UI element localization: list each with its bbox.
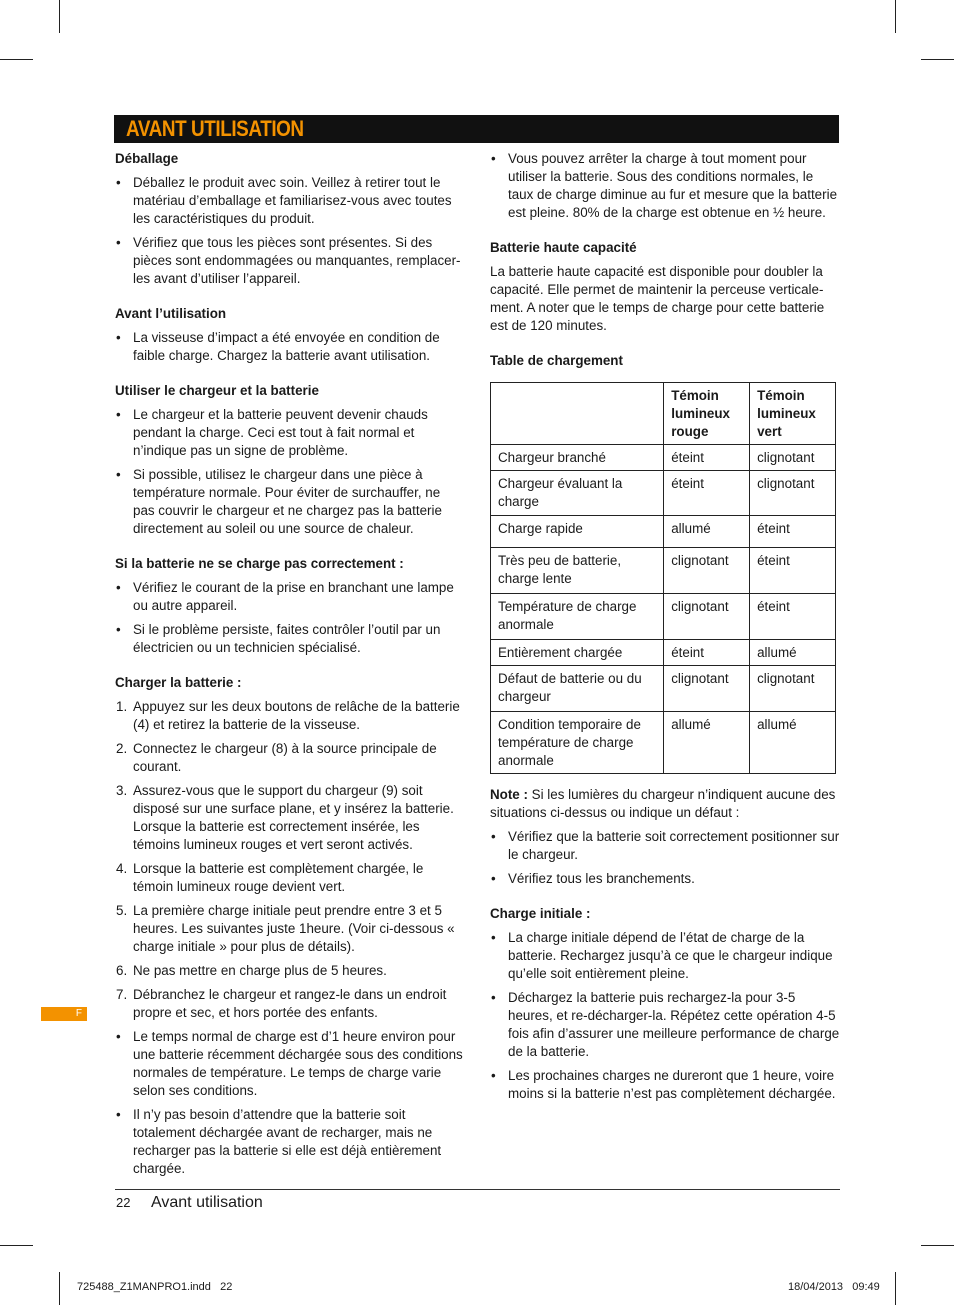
table-header-row bbox=[491, 383, 836, 445]
charging-table bbox=[490, 382, 836, 774]
bullet-icon: • bbox=[116, 580, 121, 595]
charger-steps bbox=[115, 698, 465, 1022]
step-item: 1. Appuyez sur les deux boutons de relâche de la batterie (4) et retirez la batterie de la visseuse. bbox=[116, 699, 460, 732]
section-title: AVANT UTILISATION bbox=[126, 116, 304, 141]
bullet-icon: • bbox=[116, 1107, 121, 1122]
avant-list bbox=[115, 329, 465, 365]
bullet-icon: • bbox=[116, 407, 121, 422]
heading-charger: Charger la batterie : bbox=[115, 675, 242, 690]
left-column bbox=[115, 150, 465, 1178]
section-banner bbox=[114, 115, 839, 143]
table-row: Chargeur évaluant la charge éteint clignotant bbox=[491, 471, 836, 516]
list-item: • Vérifiez le courant de la prise en branchant une lampe ou autre appareil. bbox=[116, 580, 454, 613]
crop-mark bbox=[895, 1272, 896, 1305]
crop-mark bbox=[921, 1245, 954, 1246]
list-item: • Les prochaines charges ne dureront que 1 heure, voire moins si la batterie n’est pas complètement déchargée. bbox=[491, 1068, 836, 1101]
deballage-list bbox=[115, 174, 465, 288]
bullet-icon: • bbox=[491, 829, 496, 844]
crop-mark bbox=[921, 59, 954, 60]
crop-mark bbox=[895, 0, 896, 33]
bullet-icon: • bbox=[491, 990, 496, 1005]
step-item: 3. Assurez-vous que le support du chargeur (9) soit disposé sur une surface plane, et y insérez la batterie. Lorsque la batterie est correctement insérée, les témoins lumineux rouges et vert seront activés. bbox=[116, 783, 454, 852]
list-item: • Déballez le produit avec soin. Veillez à retirer tout le matériau d’emballage et familiarisez-vous avec toutes les caractéristiques du produit. bbox=[116, 175, 452, 226]
list-item: • Il n’y pas besoin d’attendre que la batterie soit totalement déchargée avant de recharger, mais ne recharger pas la batterie si elle est déjà entièrement chargée. bbox=[116, 1107, 442, 1176]
list-item: • Si possible, utilisez le chargeur dans une pièce à température normale. Pour éviter de surchauffer, ne pas couvrir le chargeur et ne chargez pas la batterie directement au soleil ou une source de chaleur. bbox=[116, 467, 442, 536]
bullet-icon: • bbox=[116, 467, 121, 482]
footer-divider bbox=[115, 1189, 840, 1190]
note-paragraph bbox=[490, 786, 840, 822]
header-cell bbox=[491, 383, 664, 445]
table-row: Défaut de batterie ou du chargeur clignotant clignotant bbox=[491, 666, 836, 712]
bullet-icon: • bbox=[116, 330, 121, 345]
bullet-icon: • bbox=[491, 1068, 496, 1083]
page-number: 22 bbox=[116, 1195, 131, 1210]
crop-mark bbox=[59, 0, 60, 33]
table-row: Température de charge anormale clignotant éteint bbox=[491, 594, 836, 640]
header-cell: Témoin lumineux rouge bbox=[664, 383, 750, 445]
heading-avant-utilisation: Avant l’utilisation bbox=[115, 306, 227, 321]
heading-haute-capacite: Batterie haute capacité bbox=[490, 240, 637, 255]
list-item: • La visseuse d’impact a été envoyée en condition de faible charge. Chargez la batterie avant utilisation. bbox=[116, 330, 440, 363]
list-item: • La charge initiale dépend de l’état de charge de la batterie. Rechargez jusqu’à ce que le chargeur indique qu’elle soit entièrement pleine. bbox=[491, 930, 833, 981]
bullet-icon: • bbox=[491, 930, 496, 945]
step-item: 7. Débranchez le chargeur et rangez-le dans un endroit propre et sec, et hors portée des enfants. bbox=[116, 987, 447, 1020]
step-item: 4. Lorsque la batterie est complètement chargée, le témoin lumineux rouge devient vert. bbox=[116, 861, 424, 894]
step-item: 5. La première charge initiale peut prendre entre 3 et 5 heures. Les suivantes juste 1heure. (Voir ci-dessous « charge initiale » pour plus de détails). bbox=[116, 903, 455, 954]
slug-filename: 725488_Z1MANPRO1.indd 22 bbox=[77, 1281, 233, 1293]
haute-capacite-text: La batterie haute capacité est disponible pour doubler la capacité. Elle permet de maintenir la perceuse verticale-ment. A noter que le temps de charge pour cette batterie est de 120 minutes. bbox=[490, 264, 825, 333]
note-list bbox=[490, 828, 840, 888]
heading-probleme: Si la batterie ne se charge pas correctement : bbox=[115, 556, 404, 571]
list-item: • Vérifiez tous les branchements. bbox=[491, 871, 695, 886]
table-row: Charge rapide allumé éteint bbox=[491, 516, 836, 548]
slug-date: 18/04/2013 09:49 bbox=[788, 1281, 880, 1293]
table-row: Entièrement chargée éteint allumé bbox=[491, 640, 836, 666]
crop-mark bbox=[0, 1245, 33, 1246]
step-item: 2. Connectez le chargeur (8) à la source principale de courant. bbox=[116, 741, 437, 774]
bullet-icon: • bbox=[491, 151, 496, 166]
heading-deballage: Déballage bbox=[115, 151, 179, 166]
crop-mark bbox=[59, 1272, 60, 1305]
top-list bbox=[490, 150, 840, 222]
chargeur-list bbox=[115, 406, 465, 538]
right-column bbox=[490, 150, 840, 1103]
heading-chargeur: Utiliser le chargeur et la batterie bbox=[115, 383, 319, 398]
list-item: • Le chargeur et la batterie peuvent devenir chauds pendant la charge. Ceci est tout à fait normal et n’indique pas un signe de problème. bbox=[116, 407, 428, 458]
table-row: Condition temporaire de température de charge anormale allumé allumé bbox=[491, 712, 836, 774]
language-tab bbox=[41, 1007, 87, 1021]
heading-table-chargement: Table de chargement bbox=[490, 353, 623, 368]
probleme-list bbox=[115, 579, 465, 657]
bullet-icon: • bbox=[116, 175, 121, 190]
list-item: • Déchargez la batterie puis rechargez-la pour 3-5 heures, et re-décharger-la. Répétez cette opération 4-5 fois afin d’assurer une meilleure performance de charge de la batterie. bbox=[491, 990, 840, 1059]
crop-mark bbox=[0, 59, 33, 60]
bullet-icon: • bbox=[116, 1029, 121, 1044]
language-tab-label: F bbox=[75, 1008, 82, 1019]
list-item: • Vérifiez que la batterie soit correctement positionner sur le chargeur. bbox=[491, 829, 840, 862]
charger-bullets bbox=[115, 1028, 465, 1178]
bullet-icon: • bbox=[116, 235, 121, 250]
header-cell: Témoin lumineux vert bbox=[750, 383, 836, 445]
list-item: • Si le problème persiste, faites contrôler l’outil par un électricien ou un technicien spécialisé. bbox=[116, 622, 441, 655]
list-item: • Vous pouvez arrêter la charge à tout moment pour utiliser la batterie. Sous des conditions normales, le taux de charge diminue au fur et mesure que la batterie est pleine. 80% de la charge est obtenue en ½ heure. bbox=[491, 151, 838, 220]
note-text: Si les lumières du chargeur n’indiquent aucune des situations ci-dessus ou indique un défaut : bbox=[490, 787, 836, 820]
step-item: 6. Ne pas mettre en charge plus de 5 heures. bbox=[116, 963, 387, 978]
footer-title: Avant utilisation bbox=[151, 1194, 263, 1211]
heading-charge-initiale: Charge initiale : bbox=[490, 906, 591, 921]
list-item: • Le temps normal de charge est d’1 heure environ pour une batterie récemment déchargée sous des conditions normales de température. Le temps de charge varie selon ses conditions. bbox=[116, 1029, 463, 1098]
initiale-list bbox=[490, 929, 840, 1103]
bullet-icon: • bbox=[491, 871, 496, 886]
table-row: Très peu de batterie, charge lente clignotant éteint bbox=[491, 548, 836, 594]
list-item: • Vérifiez que tous les pièces sont présentes. Si des pièces sont endommagées ou manquantes, remplacer-les avant d’utiliser l’appareil. bbox=[116, 235, 461, 286]
note-label: Note : bbox=[490, 787, 528, 802]
table-row: Chargeur branché éteint clignotant bbox=[491, 445, 836, 471]
bullet-icon: • bbox=[116, 622, 121, 637]
